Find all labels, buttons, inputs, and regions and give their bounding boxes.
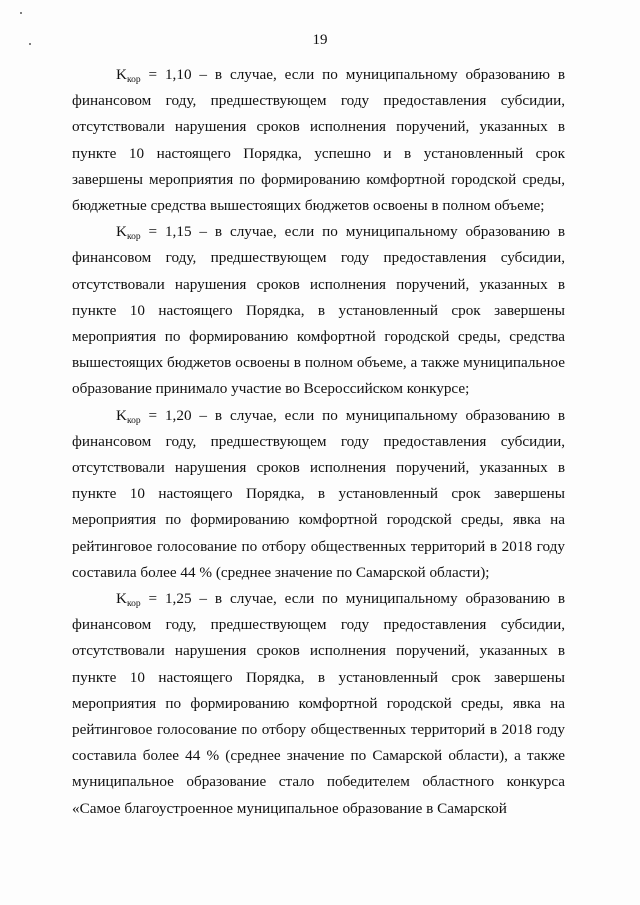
clause-text: – в случае, если по муниципальному образованию в финансовом году, предшествующем году предоставления субсидии, отсутствовали нарушения сроков исполнения поручений, указанных в пункте 10 настоящего Порядка, успешно и в установленный срок завершены мероприятия по формированию комфортной городской среды, бюджетные средства вышестоящих бюджетов освоены в полном объеме;: [72, 66, 565, 215]
coefficient-clause-4: [72, 586, 565, 822]
clause-text: – в случае, если по муниципальному образованию в финансовом году, предшествующем году предоставления субсидии, отсутствовали нарушения сроков исполнения поручений, указанных в пункте 10 настоящего Порядка, в установленный срок завершены мероприятия по формированию комфортной городской среды, средства вышестоящих бюджетов освоены в полном объеме, а также муниципальное образование принимало участие во Всероссийском конкурсе;: [72, 223, 565, 398]
document-body: [72, 62, 565, 822]
coefficient-clause-2: [72, 219, 565, 402]
coefficient-symbol: $K_{кор} = 1,20$: [116, 406, 192, 426]
coefficient-clause-1: [72, 62, 565, 219]
coefficient-symbol: $K_{кор} = 1,15$: [116, 223, 192, 243]
page-number: 19: [312, 32, 328, 48]
coefficient-clause-3: [72, 403, 565, 586]
coefficient-symbol: $K_{кор} = 1,10$: [116, 66, 192, 85]
clause-text: – в случае, если по муниципальному образованию в финансовом году, предшествующем году предоставления субсидии, отсутствовали нарушения сроков исполнения поручений, указанных в пункте 10 настоящего Порядка, в установленный срок завершены мероприятия по формированию комфортной городской среды, явка на рейтинговое голосование по отбору общественных территорий в 2018 году составила более 44 % (среднее значение по Самарской области);: [72, 406, 565, 581]
clause-text: – в случае, если по муниципальному образованию в финансовом году, предшествующем году предоставления субсидии, отсутствовали нарушения сроков исполнения поручений, указанных в пункте 10 настоящего Порядка, в установленный срок завершены мероприятия по формированию комфортной городской среды, явка на рейтинговое голосование по отбору общественных территорий в 2018 году составила более 44 % (среднее значение по Самарской области), а также муниципальное образование стало победителем областного конкурса «Самое благоустроенное муниципальное образование в Самарской: [72, 590, 565, 817]
coefficient-symbol: $K_{кор} = 1,25$: [116, 590, 192, 610]
scan-speck: [20, 12, 22, 14]
